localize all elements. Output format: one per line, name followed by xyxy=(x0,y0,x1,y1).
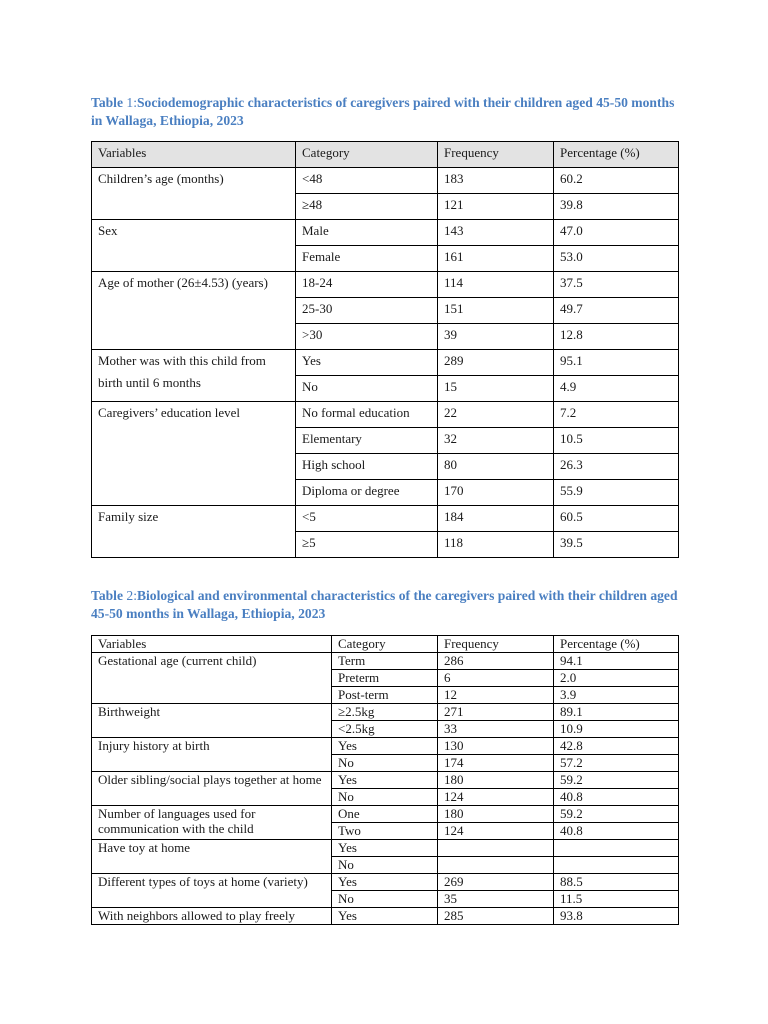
frequency-cell: 35 xyxy=(438,891,554,908)
category-cell: Yes xyxy=(332,772,438,789)
category-cell: ≥2.5kg xyxy=(332,704,438,721)
frequency-cell: 22 xyxy=(438,402,554,428)
variable-cell: Mother was with this child from birth until 6 months xyxy=(92,350,296,402)
category-cell: <5 xyxy=(296,506,438,532)
frequency-cell: 143 xyxy=(438,220,554,246)
variable-cell: Family size xyxy=(92,506,296,558)
table-row xyxy=(92,806,679,823)
table2 xyxy=(91,635,679,925)
percentage-cell: 95.1 xyxy=(554,350,679,376)
percentage-cell: 40.8 xyxy=(554,823,679,840)
category-cell: No formal education xyxy=(296,402,438,428)
variable-cell: Different types of toys at home (variety) xyxy=(92,874,332,908)
category-cell: No xyxy=(332,755,438,772)
category-cell: One xyxy=(332,806,438,823)
percentage-cell: 3.9 xyxy=(554,687,679,704)
frequency-cell: 124 xyxy=(438,823,554,840)
percentage-cell: 53.0 xyxy=(554,246,679,272)
category-cell: Female xyxy=(296,246,438,272)
variable-cell: Have toy at home xyxy=(92,840,332,874)
category-cell: Yes xyxy=(332,738,438,755)
variable-cell: Injury history at birth xyxy=(92,738,332,772)
variable-cell: Older sibling/social plays together at home xyxy=(92,772,332,806)
frequency-cell: 183 xyxy=(438,168,554,194)
category-cell: <48 xyxy=(296,168,438,194)
table-row xyxy=(92,220,679,246)
percentage-cell xyxy=(554,840,679,857)
frequency-cell: 32 xyxy=(438,428,554,454)
category-cell: Male xyxy=(296,220,438,246)
category-cell: No xyxy=(296,376,438,402)
frequency-cell: 80 xyxy=(438,454,554,480)
frequency-cell: 269 xyxy=(438,874,554,891)
percentage-cell: 11.5 xyxy=(554,891,679,908)
frequency-cell: 180 xyxy=(438,806,554,823)
category-cell: Yes xyxy=(332,908,438,925)
percentage-cell: 39.8 xyxy=(554,194,679,220)
table-row xyxy=(92,350,679,376)
table2-header-cell: Frequency xyxy=(438,636,554,653)
percentage-cell: 55.9 xyxy=(554,480,679,506)
table2-caption-prefix: Table xyxy=(91,588,127,603)
percentage-cell: 59.2 xyxy=(554,772,679,789)
percentage-cell: 88.5 xyxy=(554,874,679,891)
table2-caption-text: Biological and environmental characteristics of the caregivers paired with their children aged 45-50 months in Wallaga, Ethiopia, 2023 xyxy=(91,588,678,621)
frequency-cell: 285 xyxy=(438,908,554,925)
variable-cell: With neighbors allowed to play freely xyxy=(92,908,332,925)
table1-caption-num: 1: xyxy=(126,95,137,110)
table2-caption xyxy=(91,587,681,623)
table-row xyxy=(92,272,679,298)
percentage-cell: 26.3 xyxy=(554,454,679,480)
percentage-cell: 89.1 xyxy=(554,704,679,721)
percentage-cell: 60.5 xyxy=(554,506,679,532)
percentage-cell: 47.0 xyxy=(554,220,679,246)
table2-header-cell: Category xyxy=(332,636,438,653)
frequency-cell: 271 xyxy=(438,704,554,721)
percentage-cell: 4.9 xyxy=(554,376,679,402)
percentage-cell: 37.5 xyxy=(554,272,679,298)
percentage-cell: 7.2 xyxy=(554,402,679,428)
table1-header-cell: Frequency xyxy=(438,142,554,168)
category-cell: Yes xyxy=(332,840,438,857)
percentage-cell: 59.2 xyxy=(554,806,679,823)
table-row xyxy=(92,506,679,532)
percentage-cell: 57.2 xyxy=(554,755,679,772)
category-cell: No xyxy=(332,891,438,908)
table1-caption xyxy=(91,94,681,130)
frequency-cell: 6 xyxy=(438,670,554,687)
category-cell: <2.5kg xyxy=(332,721,438,738)
frequency-cell: 151 xyxy=(438,298,554,324)
category-cell: Two xyxy=(332,823,438,840)
percentage-cell: 60.2 xyxy=(554,168,679,194)
table2-header-row xyxy=(92,636,679,653)
table2-header-cell: Percentage (%) xyxy=(554,636,679,653)
percentage-cell: 2.0 xyxy=(554,670,679,687)
table1-header-cell: Variables xyxy=(92,142,296,168)
table1 xyxy=(91,141,679,558)
category-cell: Elementary xyxy=(296,428,438,454)
frequency-cell: 118 xyxy=(438,532,554,558)
table2-header-cell: Variables xyxy=(92,636,332,653)
frequency-cell: 174 xyxy=(438,755,554,772)
frequency-cell: 289 xyxy=(438,350,554,376)
category-cell: No xyxy=(332,789,438,806)
variable-cell: Gestational age (current child) xyxy=(92,653,332,704)
table-row xyxy=(92,704,679,721)
table1-caption-text: Sociodemographic characteristics of caregivers paired with their children aged 45-50 months in Wallaga, Ethiopia, 2023 xyxy=(91,95,675,128)
category-cell: Diploma or degree xyxy=(296,480,438,506)
table-row xyxy=(92,874,679,891)
percentage-cell: 12.8 xyxy=(554,324,679,350)
variable-cell: Children’s age (months) xyxy=(92,168,296,220)
table-row xyxy=(92,908,679,925)
frequency-cell: 170 xyxy=(438,480,554,506)
percentage-cell: 39.5 xyxy=(554,532,679,558)
variable-cell: Age of mother (26±4.53) (years) xyxy=(92,272,296,350)
category-cell: Yes xyxy=(332,874,438,891)
table-row xyxy=(92,772,679,789)
percentage-cell: 94.1 xyxy=(554,653,679,670)
percentage-cell: 40.8 xyxy=(554,789,679,806)
frequency-cell: 33 xyxy=(438,721,554,738)
table2-caption-num: 2: xyxy=(126,588,137,603)
variable-cell: Caregivers’ education level xyxy=(92,402,296,506)
frequency-cell: 130 xyxy=(438,738,554,755)
category-cell: High school xyxy=(296,454,438,480)
category-cell: Term xyxy=(332,653,438,670)
table1-header-cell: Category xyxy=(296,142,438,168)
table-row xyxy=(92,168,679,194)
table-row xyxy=(92,653,679,670)
category-cell: Post-term xyxy=(332,687,438,704)
category-cell: >30 xyxy=(296,324,438,350)
frequency-cell xyxy=(438,840,554,857)
table-row xyxy=(92,840,679,857)
variable-cell: Sex xyxy=(92,220,296,272)
category-cell: 25-30 xyxy=(296,298,438,324)
percentage-cell: 93.8 xyxy=(554,908,679,925)
frequency-cell: 184 xyxy=(438,506,554,532)
table-row xyxy=(92,738,679,755)
table1-header-row xyxy=(92,142,679,168)
percentage-cell xyxy=(554,857,679,874)
category-cell: ≥48 xyxy=(296,194,438,220)
frequency-cell: 121 xyxy=(438,194,554,220)
category-cell: Preterm xyxy=(332,670,438,687)
frequency-cell: 180 xyxy=(438,772,554,789)
frequency-cell: 124 xyxy=(438,789,554,806)
category-cell: No xyxy=(332,857,438,874)
percentage-cell: 10.9 xyxy=(554,721,679,738)
frequency-cell: 286 xyxy=(438,653,554,670)
frequency-cell: 114 xyxy=(438,272,554,298)
category-cell: ≥5 xyxy=(296,532,438,558)
table-row xyxy=(92,402,679,428)
table1-header-cell: Percentage (%) xyxy=(554,142,679,168)
table1-caption-prefix: Table xyxy=(91,95,127,110)
percentage-cell: 49.7 xyxy=(554,298,679,324)
category-cell: Yes xyxy=(296,350,438,376)
percentage-cell: 42.8 xyxy=(554,738,679,755)
frequency-cell: 12 xyxy=(438,687,554,704)
frequency-cell: 161 xyxy=(438,246,554,272)
frequency-cell: 15 xyxy=(438,376,554,402)
percentage-cell: 10.5 xyxy=(554,428,679,454)
frequency-cell xyxy=(438,857,554,874)
variable-cell: Birthweight xyxy=(92,704,332,738)
category-cell: 18-24 xyxy=(296,272,438,298)
frequency-cell: 39 xyxy=(438,324,554,350)
variable-cell: Number of languages used for communication with the child xyxy=(92,806,332,840)
